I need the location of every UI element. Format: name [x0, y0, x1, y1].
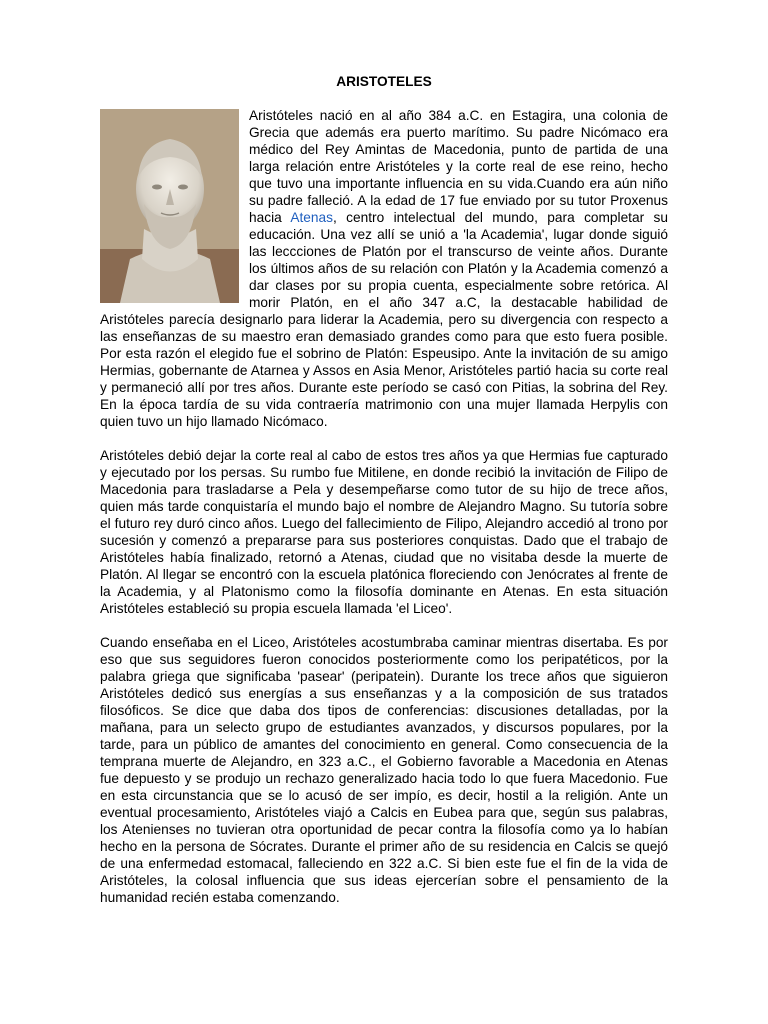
document-body — [100, 107, 668, 923]
document-title: ARISTOTELES — [336, 74, 432, 89]
atenas-link[interactable]: Atenas — [290, 210, 333, 225]
paragraph-2: Aristóteles debió dejar la corte real al cabo de estos tres años ya que Hermias fue capturado y ejecutado por los persas. Su rumbo fue Mitilene, en donde recibió la invitación de Filipo de Macedonia para trasladarse a Pela y desempeñarse como tutor de su hijo de trece años, quien más tarde conquistaría el mundo bajo el nombre de Alejandro Magno. Su tutoría sobre el futuro rey duró cinco años. Luego del fallecimiento de Filipo, Alejandro accedió al trono por sucesión y comenzó a prepararse para sus posteriores conquistas. Dado que el trabajo de Aristóteles había finalizado, retornó a Atenas, ciudad que no visitaba desde la muerte de Platón. Al llegar se encontró con la escuela platónica floreciendo con Jenócrates al frente de la Academia, y al Platonismo como la filosofía dominante en Atenas. En esta situación Aristóteles estableció su propia escuela llamada 'el Liceo'. — [100, 448, 668, 616]
paragraph-1-part-a: Aristóteles nació en al año 384 a.C. en Estagira, una colonia de Grecia que además era puerto marítimo. Su padre Nicómaco era médico del Rey Amintas de Macedonia, punto de partida de una larga relación entre Aristóteles y la corte real de ese reino, hecho que tuvo una importante influencia en su vida.Cuando era aún niño su padre falleció. A la edad de 17 fue enviado por su tutor Proxenus hacia — [249, 108, 668, 225]
aristotle-bust-image — [100, 109, 239, 303]
paragraph-1-part-b: , centro intelectual del mundo, para completar su educación. Una vez allí se unió a 'la Academia', lugar donde siguió las leccciones de Platón por el transcurso de veinte años. Durante los últimos años de su relación con Platón y la Academia comenzó a dar clases por su propia cuenta, especialmente sobre retórica. Al morir Platón, en el año 347 a.C, la destacable habilidad de Aristóteles parecía designarlo para liderar la Academia, pero su divergencia con respecto a las enseñanzas de su maestro eran demasiado grandes como para que esto fuera posible. Por esta razón el elegido fue el sobrino de Platón: Espeusipo. Ante la invitación de su amigo Hermias, gobernante de Atarnea y Assos en Asia Menor, Aristóteles partió hacia su corte real y permaneció allí por tres años. Durante este período se casó con Pitias, la sobrina del Rey. En la época tardía de su vida contraería matrimonio con una mujer llamada Herpylis con quien tuvo un hijo llamado Nicómaco. — [100, 210, 668, 429]
paragraph-3: Cuando enseñaba en el Liceo, Aristóteles acostumbraba caminar mientras disertaba. Es por eso que sus seguidores fueron conocidos posteriormente como los peripatéticos, por la palabra griega que significaba 'pasear' (peripatein). Durante los trece años que siguieron Aristóteles dedicó sus energías a sus enseñanzas y a la composición de sus tratados filosóficos. Se dice que daba dos tipos de conferencias: discusiones detalladas, por la mañana, para un selecto grupo de estudiantes avanzados, y discursos populares, por la tarde, para un público de amantes del conocimiento en general. Como consecuencia de la temprana muerte de Alejandro, en 323 a.C., el Gobierno favorable a Macedonia en Atenas fue depuesto y se produjo un rechazo generalizado hacia todo lo que fuera Macedonio. Fue en esta circunstancia que se lo acusó de ser impío, es decir, hostil a la religión. Ante un eventual procesamiento, Aristóteles viajó a Calcis en Eubea para que, según sus palabras, los Atenienses no tuvieran otra oportunidad de pecar contra la filosofía como ya lo habían hecho en la persona de Sócrates. Durante el primer año de su residencia en Calcis se quejó de una enfermedad estomacal, falleciendo en 322 a.C. Si bien este fue el fin de la vida de Aristóteles, la colosal influencia que sus ideas ejercerían sobre el pensamiento de la humanidad recién estaba comenzando. — [100, 635, 668, 905]
